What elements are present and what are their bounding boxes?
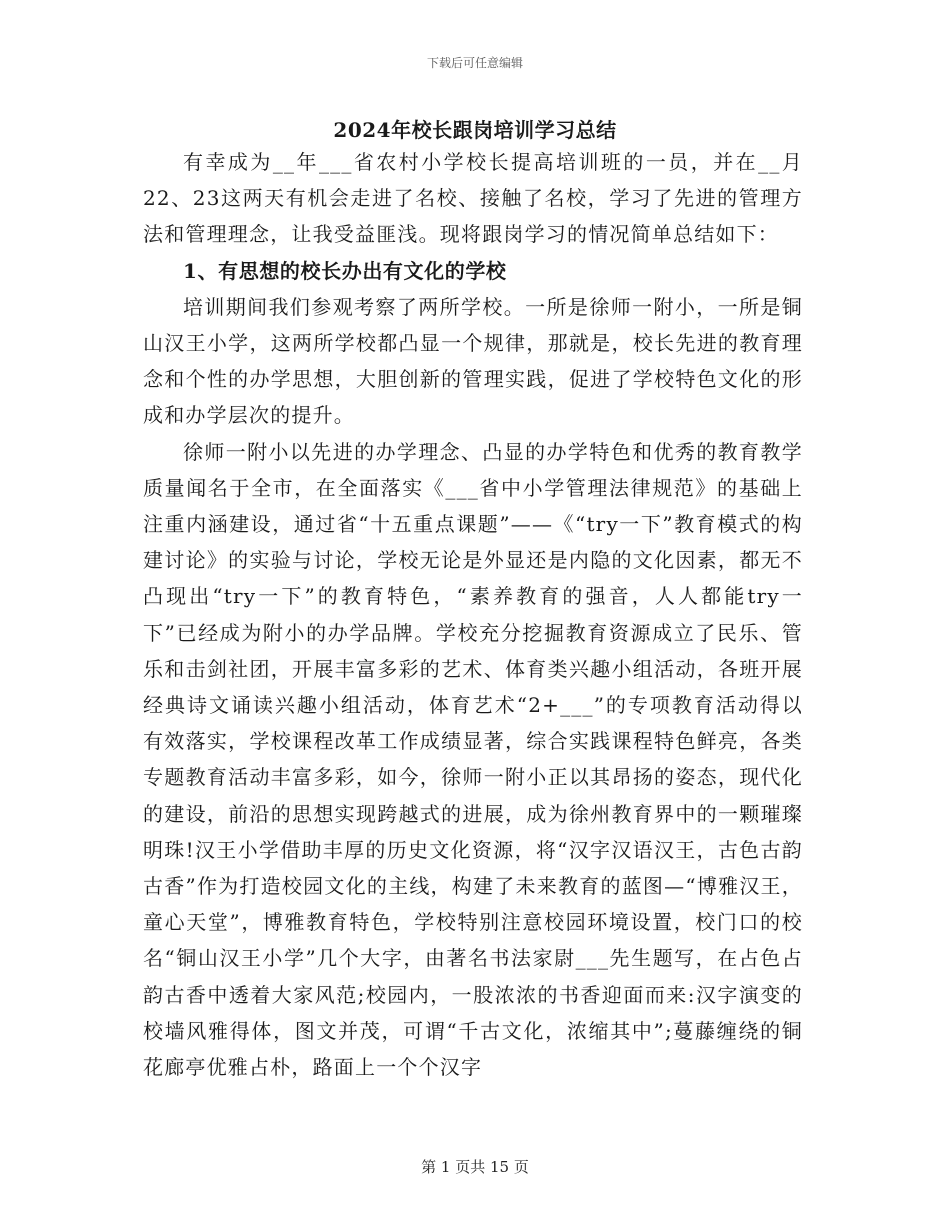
page-number: 第 1 页共 15 页: [421, 1158, 529, 1176]
header-note: 下载后可任意编辑: [426, 56, 523, 70]
document-body: [143, 144, 803, 1085]
body-paragraph: 徐师一附小以先进的办学理念、凸显的办学特色和优秀的教育教学质量闻名于全市，在全面落实《___省中小学管理法律规范》的基础上注重内涵建设，通过省“十五重点课题”——《“try一下”教育模式的构建讨论》的实验与讨论，学校无论是外显还是内隐的文化因素，都无不凸现出“try一下”的教育特色，“素养教育的强音，人人都能try一下”已经成为附小的办学品牌。学校充分挖掘教育资源成立了民乐、管乐和击剑社团，开展丰富多彩的艺术、体育类兴趣小组活动，各班开展经典诗文诵读兴趣小组活动，体育艺术“2+___”的专项教育活动得以有效落实，学校课程改革工作成绩显著，综合实践课程特色鲜亮，各类专题教育活动丰富多彩，如今，徐师一附小正以其昂扬的姿态，现代化的建设，前沿的思想实现跨越式的进展，成为徐州教育界中的一颗璀璨明珠!汉王小学借助丰厚的历史文化资源，将“汉字汉语汉王，古色古韵古香”作为打造校园文化的主线，构建了未来教育的蓝图—“博雅汉王，童心天堂”，博雅教育特色，学校特别注意校园环境设置，校门口的校名“铜山汉王小学”几个大字，由著名书法家尉___先生题写，在占色占韵古香中透着大家风范;校园内，一股浓浓的书香迎面而来:汉字演变的校墙风雅得体，图文并茂，可谓“千古文化，浓缩其中”;蔓藤缠绕的铜花廊亭优雅占朴，路面上一个个汉字: [143, 439, 803, 1080]
body-paragraph: 培训期间我们参观考察了两所学校。一所是徐师一附小，一所是铜山汉王小学，这两所学校都凸显一个规律，那就是，校长先进的教育理念和个性的办学思想，大胆创新的管理实践，促进了学校特色文化的形成和办学层次的提升。: [143, 294, 803, 428]
section-heading: 1、有思想的校长办出有文化的学校: [183, 258, 507, 283]
document-title: 2024年校长跟岗培训学习总结: [333, 118, 617, 142]
intro-paragraph: 有幸成为__年___省农村小学校长提高培训班的一员，并在__月22、23这两天有机会走进了名校、接触了名校，学习了先进的管理方法和管理理念，让我受益匪浅。现将跟岗学习的情况简单总结如下：: [143, 150, 803, 247]
